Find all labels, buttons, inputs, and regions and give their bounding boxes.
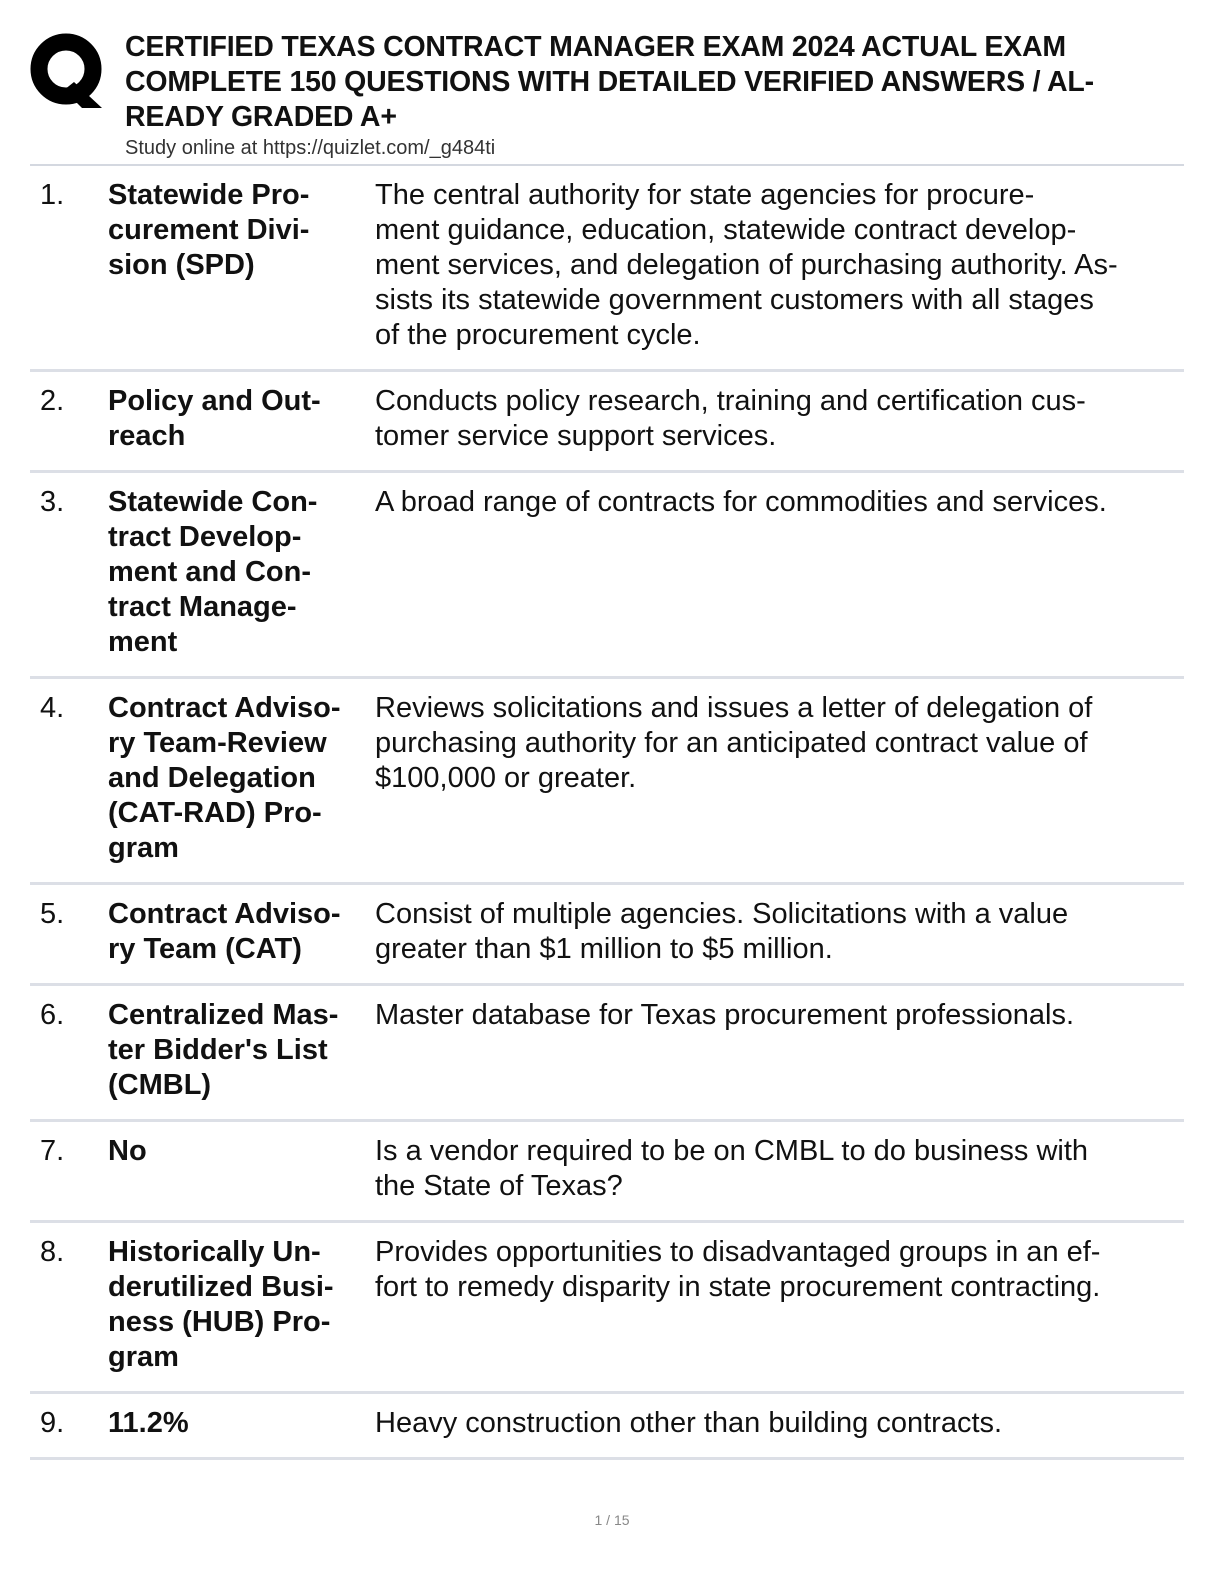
card-number: 1. — [40, 179, 65, 211]
card-definition: A broad range of contracts for commodities and services. — [375, 486, 1107, 518]
card-term: 11.2% — [108, 1407, 189, 1439]
flashcard-row — [30, 679, 1184, 885]
flashcard-row — [30, 473, 1184, 679]
study-online-link[interactable]: Study online at https://quizlet.com/_g484ti — [125, 137, 496, 159]
card-term: Contract Adviso- ry Team-Review and Delegation (CAT-RAD) Pro- gram — [108, 692, 341, 864]
card-term: Policy and Out- reach — [108, 385, 321, 452]
flashcard-row — [30, 166, 1184, 372]
card-number: 7. — [40, 1135, 65, 1167]
flashcard-row — [30, 1394, 1184, 1460]
card-term: Centralized Mas- ter Bidder's List (CMBL) — [108, 999, 339, 1101]
card-definition: Master database for Texas procurement professionals. — [375, 999, 1075, 1031]
flashcard-row — [30, 372, 1184, 473]
flashcard-row — [30, 1122, 1184, 1223]
card-number: 8. — [40, 1236, 65, 1268]
card-term: Contract Adviso- ry Team (CAT) — [108, 898, 341, 965]
card-number: 2. — [40, 385, 65, 417]
quizlet-q-logo-icon — [30, 32, 106, 108]
page-indicator: 1 / 15 — [594, 1512, 630, 1528]
card-number: 3. — [40, 486, 65, 518]
card-term: Statewide Pro- curement Divi- sion (SPD) — [108, 179, 310, 281]
card-definition: Conducts policy research, training and certification cus- tomer service support services. — [375, 385, 1086, 452]
flashcard-row — [30, 885, 1184, 986]
card-number: 6. — [40, 999, 65, 1031]
card-definition: Heavy construction other than building contracts. — [375, 1407, 1003, 1439]
card-definition: Reviews solicitations and issues a letter of delegation of purchasing authority for an anticipated contract value of $100,000 or greater. — [375, 692, 1093, 794]
card-definition: Consist of multiple agencies. Solicitations with a value greater than $1 million to $5 million. — [375, 898, 1069, 965]
document-title: CERTIFIED TEXAS CONTRACT MANAGER EXAM 2024 ACTUAL EXAM COMPLETE 150 QUESTIONS WITH DETAILED VERIFIED ANSWERS / AL- READY GRADED A+ — [125, 31, 1094, 133]
flashcard-row — [30, 986, 1184, 1122]
card-definition: Is a vendor required to be on CMBL to do business with the State of Texas? — [375, 1135, 1089, 1202]
card-term: No — [108, 1135, 147, 1167]
card-term: Statewide Con- tract Develop- ment and Con- tract Manage- ment — [108, 486, 318, 658]
flashcard-row — [30, 1223, 1184, 1394]
card-definition: The central authority for state agencies for procure- ment guidance, education, statewide contract develop- ment services, and delegation of purchasing authority. As- sists its statewide government customers with all stages of the procurement cycle. — [375, 179, 1118, 351]
card-number: 5. — [40, 898, 65, 930]
flashcard-list — [30, 166, 1184, 1460]
card-definition: Provides opportunities to disadvantaged groups in an ef- fort to remedy disparity in state procurement contracting. — [375, 1236, 1101, 1303]
card-number: 9. — [40, 1407, 65, 1439]
card-term: Historically Un- derutilized Busi- ness (HUB) Pro- gram — [108, 1236, 334, 1373]
card-number: 4. — [40, 692, 65, 724]
